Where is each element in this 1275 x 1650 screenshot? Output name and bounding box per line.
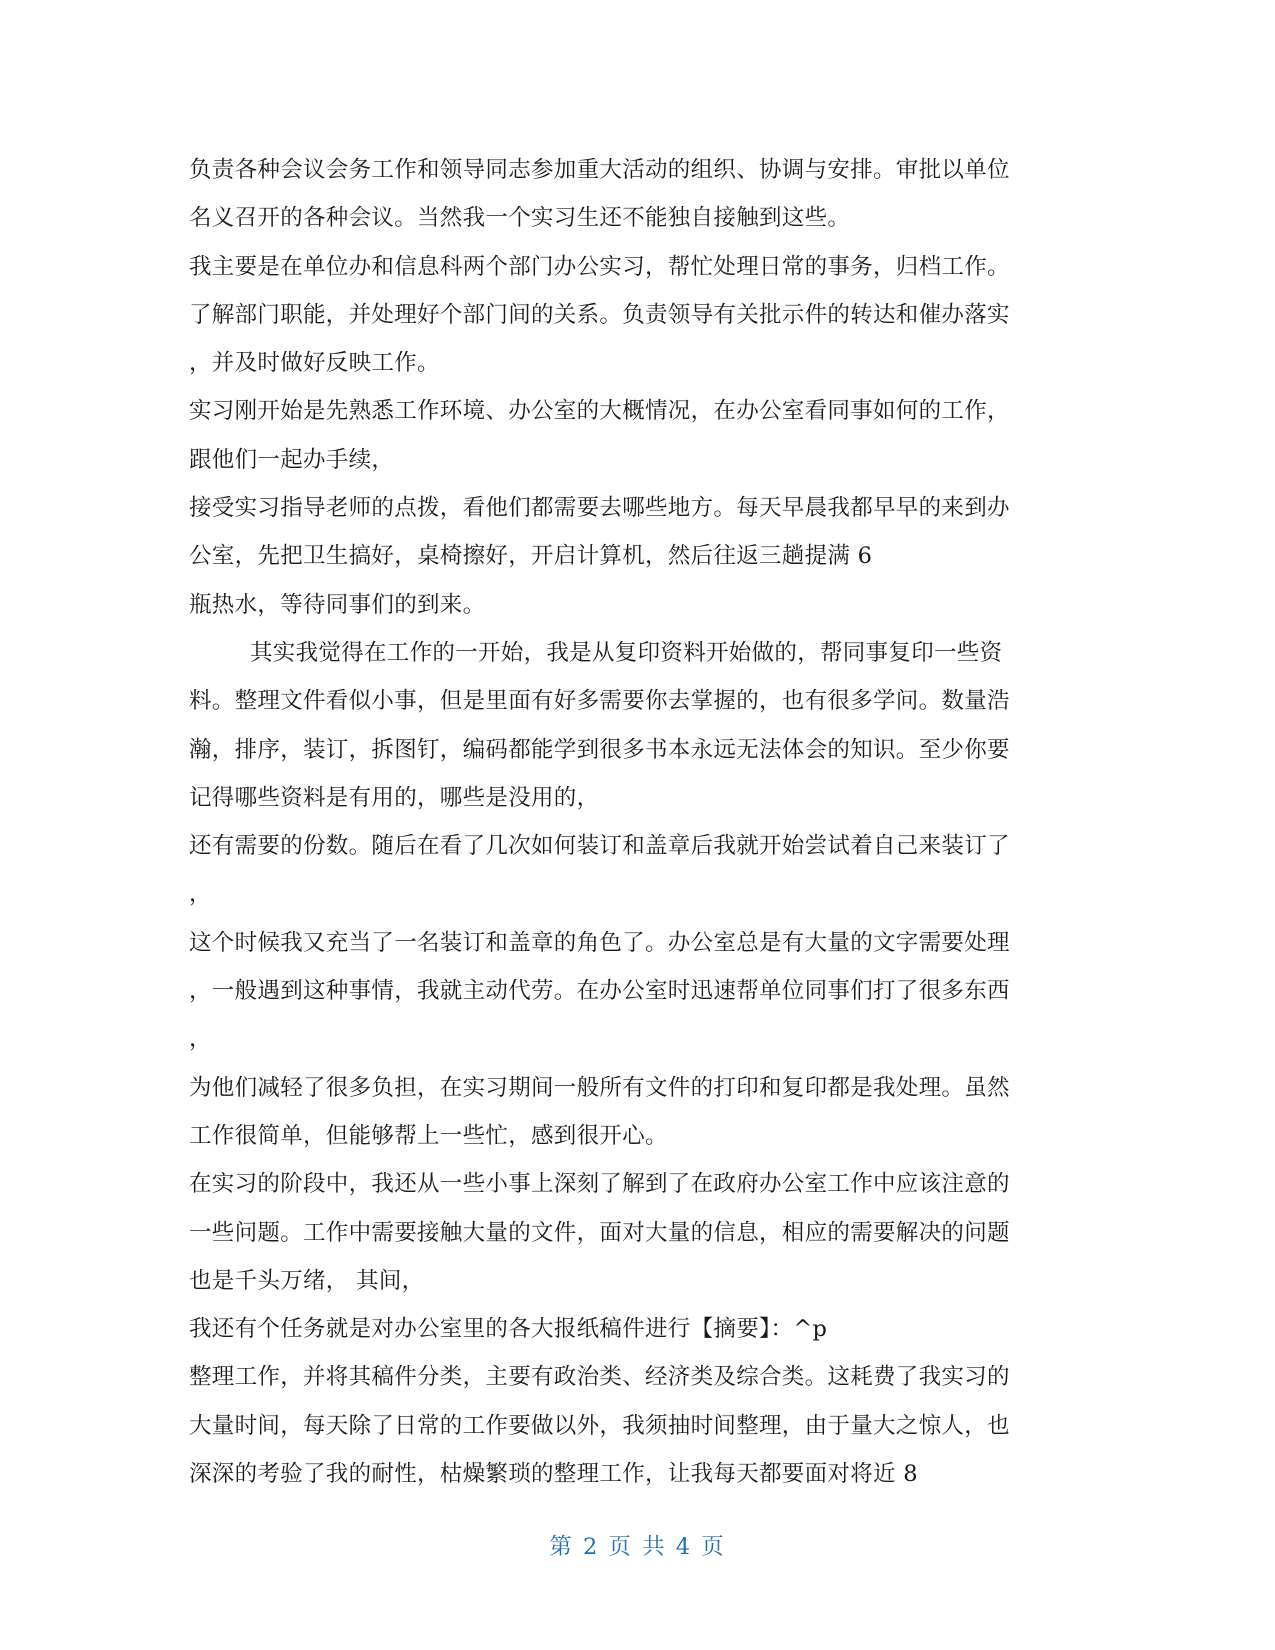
- text-line: 负责各种会议会务工作和领导同志参加重大活动的组织、协调与安排。审批以单位: [189, 157, 1010, 183]
- text-line: 接受实习指导老师的点拨，看他们都需要去哪些地方。每天早晨我都早早的来到办: [189, 495, 1010, 522]
- text-line: ，并及时做好反映工作。: [189, 350, 440, 377]
- text-line: 我还有个任务就是对办公室里的各大报纸稿件进行【摘要】：^p: [189, 1316, 828, 1343]
- text-line: 整理工作，并将其稿件分类，主要有政治类、经济类及综合类。这耗费了我实习的: [189, 1364, 1010, 1391]
- text-line: 跟他们一起办手续，: [189, 446, 395, 473]
- text-line: ，一般遇到这种事情，我就主动代劳。在办公室时迅速帮单位同事们打了很多东西: [189, 978, 1010, 1005]
- text-line: 还有需要的份数。随后在看了几次如何装订和盖章后我就开始尝试着自己来装订了: [189, 833, 1010, 860]
- text-line: 了解部门职能，并处理好个部门间的关系。负责领导有关批示件的转达和催办落实: [189, 301, 1010, 328]
- page-number-footer: 第 2 页 共 4 页: [549, 1534, 726, 1560]
- text-line: 瀚，排序，装订，拆图钉，编码都能学到很多书本永远无法体会的知识。至少你要: [189, 736, 1010, 763]
- text-line-indented: 其实我觉得在工作的一开始，我是从复印资料开始做的，帮同事复印一些资: [250, 639, 1003, 666]
- text-line: 为他们减轻了很多负担，在实习期间一般所有文件的打印和复印都是我处理。虽然: [189, 1074, 1010, 1101]
- text-line: ，: [189, 881, 212, 908]
- text-line: 实习刚开始是先熟悉工作环境、办公室的大概情况，在办公室看同事如何的工作，: [189, 398, 1010, 425]
- text-line: 公室，先把卫生搞好，桌椅擦好，开启计算机，然后往返三趟提满 6: [189, 543, 873, 570]
- text-line: 也是千头万绪， 其间，: [189, 1267, 425, 1294]
- text-line: 这个时候我又充当了一名装订和盖章的角色了。办公室总是有大量的文字需要处理: [189, 929, 1010, 956]
- text-line: 名义召开的各种会议。当然我一个实习生还不能独自接触到这些。: [189, 205, 851, 232]
- text-line: 记得哪些资料是有用的，哪些是没用的，: [189, 784, 600, 811]
- text-line: 一些问题。工作中需要接触大量的文件，面对大量的信息，相应的需要解决的问题: [189, 1219, 1010, 1246]
- text-line: ，: [189, 1026, 212, 1053]
- text-line: 在实习的阶段中，我还从一些小事上深刻了解到了在政府办公室工作中应该注意的: [189, 1171, 1010, 1198]
- text-line: 大量时间，每天除了日常的工作要做以外，我须抽时间整理，由于量大之惊人，也: [189, 1412, 1010, 1439]
- text-line: 工作很简单，但能够帮上一些忙，感到很开心。: [189, 1122, 668, 1149]
- text-line: 我主要是在单位办和信息科两个部门办公实习，帮忙处理日常的事务，归档工作。: [189, 253, 1010, 280]
- document-body: [189, 146, 1089, 1498]
- text-line: 料。整理文件看似小事，但是里面有好多需要你去掌握的，也有很多学问。数量浩: [189, 688, 1010, 715]
- text-line: 深深的考验了我的耐性，枯燥繁琐的整理工作，让我每天都要面对将近 8: [189, 1461, 918, 1488]
- text-line: 瓶热水，等待同事们的到来。: [189, 591, 486, 618]
